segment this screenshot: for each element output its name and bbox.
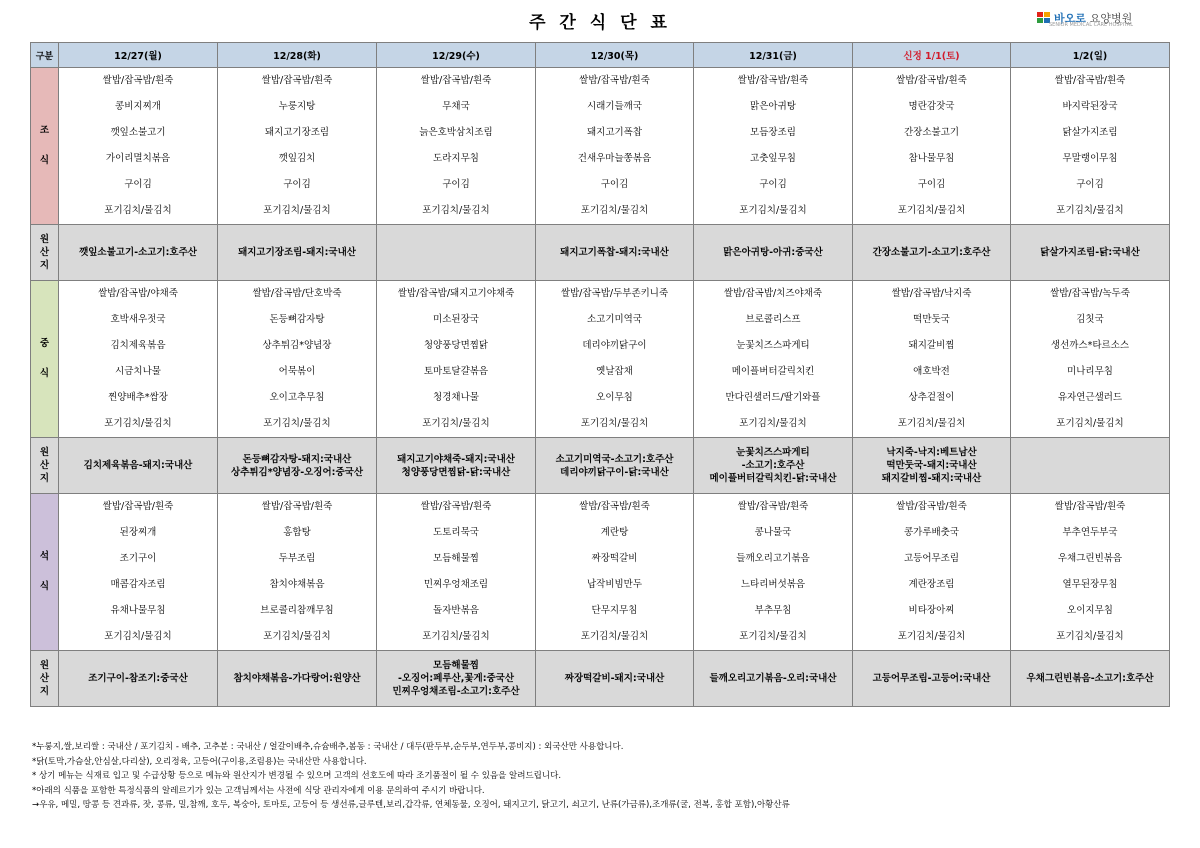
menu-item: 쌀밥/잡곡밥/흰죽: [420, 75, 492, 86]
menu-item: 쌀밥/잡곡밥/흰죽: [737, 75, 809, 86]
meal-row: [31, 68, 1170, 225]
menu-item: 쌀밥/잡곡밥/단호박죽: [252, 288, 342, 299]
menu-item: 쌀밥/잡곡밥/낙지죽: [891, 288, 972, 299]
origin-line: 깻잎소불고기-소고기:호주산: [79, 247, 197, 258]
menu-item: 간장소불고기: [903, 127, 960, 138]
menu-item: 호박새우젓국: [110, 314, 166, 325]
note-line: *누룽지,쌀,보리쌀 : 국내산 / 포기김치 - 배추, 고추분 : 국내산 / 얼갈이배추,슈슘배추,봄동 : 국내산 / 대두(판두부,순두부,연두부,콩비지) : 외국산만 사용합니다.: [32, 742, 624, 752]
menu-item: 부추무침: [754, 605, 792, 616]
menu-item: 조기구이: [119, 553, 157, 564]
menu-item: 쌀밥/잡곡밥/흰죽: [579, 75, 650, 86]
menu-item: 참치야채볶음: [269, 579, 325, 590]
menu-cell: [694, 494, 853, 651]
menu-item: 토마토달걀볶음: [423, 366, 489, 377]
menu-cell: [853, 494, 1011, 651]
origin-label-char: 산: [39, 460, 50, 471]
menu-item: 쌀밥/잡곡밥/두부존키니죽: [560, 288, 669, 299]
menu-item: 쌀밥/잡곡밥/흰죽: [579, 501, 650, 512]
origin-cell: [694, 438, 853, 494]
menu-item: 쌀밥/잡곡밥/돼지고기야채죽: [397, 288, 515, 299]
menu-item: 모듬장조림: [750, 127, 796, 138]
menu-item: 포기김치/물김치: [422, 205, 490, 216]
origin-label-char: 지: [39, 473, 50, 484]
menu-cell: [694, 281, 853, 438]
menu-item: 돈등뼈감자탕: [269, 314, 325, 325]
origin-line: 돼지고기폭찹-돼지:국내산: [560, 247, 669, 258]
origin-cell: [218, 225, 377, 281]
menu-item: 미소된장국: [433, 314, 479, 325]
logo-subtitle: SENIOR MEDICAL CARE HOSPITAL: [1049, 22, 1133, 28]
menu-item: 포기김치/물김치: [422, 418, 490, 429]
note-line: *닭(토막,가슴살,안심살,다리살), 오리정육, 고등어(구이용,조림용)는 국내산만 사용합니다.: [32, 756, 367, 767]
menu-item: 오이고추무침: [269, 392, 325, 403]
menu-item: 어묵볶이: [278, 366, 316, 377]
menu-item: 명란감잣국: [908, 101, 955, 112]
menu-item: 포기김치/물김치: [422, 631, 490, 642]
origin-line: 떡만둣국-돼지:국내산: [886, 460, 977, 471]
day-header: 12/30(목): [536, 43, 694, 68]
menu-item: 콩비지찌개: [115, 101, 161, 112]
menu-cell: [218, 281, 377, 438]
menu-item: 부추연두부국: [1062, 527, 1118, 538]
origin-cell: [536, 651, 694, 707]
menu-item: 유자연근샐러드: [1057, 392, 1123, 403]
menu-item: 늙은호박삼치조림: [419, 127, 493, 138]
origin-cell: [1011, 225, 1170, 281]
origin-line: 조기구이-참조기:중국산: [88, 673, 188, 684]
menu-item: 만다린샐러드/딸기와플: [725, 392, 821, 403]
origin-label-char: 지: [39, 686, 50, 697]
menu-item: 맑은아귀탕: [750, 101, 796, 112]
origin-line: 모듬해물찜: [433, 660, 479, 671]
menu-item: 두부조림: [278, 553, 316, 564]
menu-item: 구이김: [1076, 179, 1104, 190]
menu-cell: [1011, 68, 1170, 225]
menu-item: 쌀밥/잡곡밥/흰죽: [737, 501, 809, 512]
origin-cell: [694, 651, 853, 707]
menu-item: 청경채나물: [433, 392, 479, 403]
menu-item: 시래기들깨국: [586, 101, 643, 112]
menu-item: 브로콜리스프: [745, 314, 801, 325]
origin-cell: [59, 438, 218, 494]
menu-item: 쌀밥/잡곡밥/녹두죽: [1050, 288, 1130, 299]
meal-label-char: 식: [39, 155, 50, 166]
day-header: 12/29(수): [377, 43, 536, 68]
menu-item: 김칫국: [1076, 314, 1104, 325]
menu-item: 민찌우엉채조림: [423, 579, 489, 590]
menu-cell: [59, 68, 218, 225]
origin-label-char: 산: [39, 673, 50, 684]
menu-item: 포기김치/물김치: [1056, 205, 1124, 216]
day-header: 12/31(금): [694, 43, 853, 68]
origin-line: 돼지고기장조림-돼지:국내산: [238, 247, 356, 258]
menu-item: 포기김치/물김치: [104, 205, 172, 216]
menu-cell: [1011, 281, 1170, 438]
menu-item: 포기김치/물김치: [739, 418, 807, 429]
menu-item: 찐양배추*쌈장: [108, 392, 168, 403]
origin-cell: [536, 225, 694, 281]
menu-item: 구이김: [917, 179, 946, 190]
origin-cell: [377, 225, 536, 281]
menu-item: 쌀밥/잡곡밥/흰죽: [102, 501, 174, 512]
menu-item: 브로콜리참깨무침: [260, 605, 334, 616]
menu-item: 오이지무침: [1067, 605, 1113, 616]
origin-line: 눈꽃치즈스파게티: [736, 447, 810, 458]
menu-item: 포기김치/물김치: [1056, 418, 1124, 429]
menu-item: 구이김: [442, 179, 470, 190]
menu-item: 소고기미역국: [586, 314, 643, 325]
menu-item: 미나리무침: [1067, 366, 1113, 377]
weekly-menu-table: [30, 42, 1170, 707]
menu-item: 상추튀김*양념장: [262, 340, 332, 351]
menu-item: 포기김치/물김치: [739, 205, 807, 216]
menu-cell: [377, 281, 536, 438]
menu-item: 매콤감자조림: [110, 579, 166, 590]
menu-item: 홍합탕: [283, 527, 311, 538]
origin-cell: [377, 651, 536, 707]
menu-item: 오이무침: [596, 392, 633, 403]
menu-item: 쌀밥/잡곡밥/흰죽: [102, 75, 174, 86]
menu-item: 짜장떡갈비: [591, 553, 638, 564]
corner-cell: 구분: [31, 43, 59, 68]
menu-item: 포기김치/물김치: [897, 205, 966, 216]
meal-label: [31, 494, 59, 651]
menu-item: 포기김치/물김치: [104, 418, 172, 429]
menu-item: 상추겉절이: [908, 392, 955, 403]
menu-item: 무채국: [442, 101, 470, 112]
menu-item: 포기김치/물김치: [263, 205, 331, 216]
origin-line: 청양풍당면찜닭-닭:국내산: [401, 466, 511, 478]
origin-row: [31, 651, 1170, 707]
meal-label: [31, 68, 59, 225]
origin-line: 소고기미역국-소고기:호주산: [555, 453, 674, 465]
menu-item: 포기김치/물김치: [897, 631, 966, 642]
menu-item: 참나물무침: [908, 153, 955, 164]
menu-cell: [853, 281, 1011, 438]
day-header-holiday: 신정 1/1(토): [853, 43, 1011, 68]
origin-line: 우채그린빈볶음-소고기:호주산: [1026, 673, 1154, 684]
origin-label: [31, 438, 59, 494]
origin-label-char: 원: [39, 660, 50, 671]
menu-item: 메이플버터갈릭치킨: [731, 366, 815, 377]
meal-label-char: 식: [39, 581, 50, 592]
origin-line: 김치제육볶음-돼지:국내산: [83, 460, 193, 471]
origin-cell: [59, 651, 218, 707]
menu-item: 포기김치/물김치: [739, 631, 807, 642]
meal-label: [31, 281, 59, 438]
origin-line: 민찌우엉채조림-소고기:호주산: [392, 686, 520, 697]
menu-cell: [536, 281, 694, 438]
menu-item: 청양풍당면찜닭: [423, 340, 489, 351]
menu-cell: [536, 494, 694, 651]
origin-line: 간장소불고기-소고기:호주산: [872, 247, 991, 258]
meal-label-char: 조: [39, 125, 50, 136]
menu-item: 포기김치/물김치: [263, 631, 331, 642]
origin-cell: [853, 225, 1011, 281]
menu-item: 도라지무침: [433, 153, 479, 164]
menu-item: 모듬해물찜: [433, 553, 479, 564]
menu-item: 돼지고기폭찹: [586, 127, 643, 138]
menu-item: 된장찌개: [119, 527, 157, 538]
origin-line: 짜장떡갈비-돼지:국내산: [564, 673, 665, 684]
origin-cell: [694, 225, 853, 281]
origin-cell: [853, 651, 1011, 707]
meal-label-char: 식: [39, 368, 50, 379]
origin-label-char: 원: [39, 234, 50, 245]
meal-row: [31, 494, 1170, 651]
origin-row: [31, 225, 1170, 281]
menu-item: 포기김치/물김치: [580, 418, 649, 429]
menu-item: 돼지갈비찜: [908, 340, 955, 351]
origin-label-char: 원: [39, 447, 50, 458]
menu-item: 깻잎소불고기: [110, 127, 166, 138]
menu-cell: [59, 281, 218, 438]
menu-item: 구이김: [124, 179, 152, 190]
note-line: *아래의 식품을 포함한 특정식품의 알레르기가 있는 고객님께서는 사전에 식당 관리자에게 이용 문의하여 주시기 바랍니다.: [32, 785, 485, 796]
menu-item: 깻잎김치: [278, 153, 316, 164]
menu-item: 콩나물국: [754, 527, 792, 538]
origin-cell: [218, 651, 377, 707]
day-header: 1/2(일): [1011, 43, 1170, 68]
menu-item: 쌀밥/잡곡밥/흰죽: [261, 501, 333, 512]
menu-item: 쌀밥/잡곡밥/흰죽: [896, 501, 967, 512]
origin-cell: [377, 438, 536, 494]
logo-name: 바오로 요양병원: [1054, 12, 1133, 25]
menu-item: 우채그린빈볶음: [1057, 553, 1123, 564]
menu-item: 쌀밥/잡곡밥/흰죽: [896, 75, 967, 86]
origin-line: 들깨오리고기볶음-오리:국내산: [709, 673, 837, 684]
menu-item: 누룽지탕: [278, 101, 316, 112]
menu-item: 옛날잡채: [596, 366, 633, 377]
meal-label-char: 석: [39, 551, 50, 562]
origin-line: 돼지고기야채죽-돼지:국내산: [397, 453, 515, 465]
menu-cell: [377, 68, 536, 225]
menu-item: 도토리묵국: [433, 527, 479, 538]
menu-item: 고춧잎무침: [750, 153, 796, 164]
origin-label: [31, 225, 59, 281]
origin-line: 낙지죽-낙지:베트남산: [886, 447, 977, 458]
origin-line: -오징어:페루산,꽃게:중국산: [397, 673, 515, 684]
menu-item: 애호박전: [913, 366, 950, 377]
menu-cell: [218, 68, 377, 225]
menu-item: 쌀밥/잡곡밥/흰죽: [420, 501, 492, 512]
menu-item: 쌀밥/잡곡밥/치즈야채죽: [723, 288, 823, 299]
origin-line: 닭살가지조림-닭:국내산: [1040, 247, 1140, 258]
menu-item: 구이김: [283, 179, 311, 190]
meal-label-char: 중: [39, 338, 50, 349]
day-header: 12/28(화): [218, 43, 377, 68]
menu-item: 계란탕: [600, 527, 629, 538]
origin-line: 고등어무조림-고등어:국내산: [872, 673, 991, 684]
menu-cell: [218, 494, 377, 651]
menu-item: 가이리멸치볶음: [105, 153, 171, 164]
menu-cell: [59, 494, 218, 651]
origin-cell: [1011, 651, 1170, 707]
meal-row: [31, 281, 1170, 438]
menu-item: 콩가루배춧국: [903, 527, 960, 538]
menu-cell: [694, 68, 853, 225]
menu-item: 시금치나물: [115, 366, 161, 377]
menu-item: 떡만둣국: [913, 314, 950, 325]
origin-line: 상추튀김*양념장-오징어:중국산: [230, 466, 363, 478]
menu-item: 건새우마늘쫑볶음: [577, 153, 652, 164]
menu-item: 포기김치/물김치: [1056, 631, 1124, 642]
origin-label: [31, 651, 59, 707]
menu-item: 포기김치/물김치: [263, 418, 331, 429]
origin-line: -소고기:호주산: [741, 460, 805, 471]
origin-line: 돼지갈비찜-돼지:국내산: [881, 473, 982, 484]
menu-item: 구이김: [600, 179, 629, 190]
menu-cell: [853, 68, 1011, 225]
menu-item: 계란장조림: [908, 579, 955, 590]
menu-cell: [1011, 494, 1170, 651]
menu-item: 돌자반볶음: [433, 605, 479, 616]
menu-item: 닭살가지조림: [1062, 127, 1118, 138]
menu-item: 유채나물무침: [110, 605, 166, 616]
notes: [32, 740, 790, 813]
note-line: * 상기 메뉴는 식재료 입고 및 수급상황 등으로 메뉴와 원산지가 변경될 수 있으며 고객의 선호도에 따라 조기품절이 될 수 있음을 알려드립니다.: [32, 771, 562, 781]
menu-item: 쌀밥/잡곡밥/야채죽: [98, 288, 178, 299]
origin-line: 맑은아귀탕-아귀:중국산: [723, 247, 823, 258]
origin-row: [31, 438, 1170, 494]
menu-item: 데리야끼닭구이: [582, 340, 647, 351]
menu-item: 느타리버섯볶음: [740, 579, 806, 590]
origin-line: 돈등뼈감자탕-돼지:국내산: [242, 453, 352, 465]
origin-cell: [218, 438, 377, 494]
origin-line: 메이플버터갈릭치킨-닭:국내산: [709, 473, 837, 484]
note-line: →우유, 메밀, 땅콩 등 견과류, 잣, 콩류, 밀,참깨, 호두, 복숭아, 토마토, 고등어 등 생선류,글루텐,보리,갑각류, 연체동물, 오징어, 돼지고기, 닭고기, 쇠고기, 난류(가금류),조개류(굴, 전복, 홍합 포함),아황산류: [32, 800, 790, 810]
origin-label-char: 산: [39, 247, 50, 258]
menu-cell: [536, 68, 694, 225]
origin-cell: [59, 225, 218, 281]
menu-item: 쌀밥/잡곡밥/흰죽: [1054, 501, 1126, 512]
menu-item: 무말랭이무침: [1062, 153, 1118, 164]
menu-item: 포기김치/물김치: [897, 418, 966, 429]
menu-cell: [377, 494, 536, 651]
menu-item: 고등어무조림: [903, 553, 960, 564]
origin-line: 참치야채볶음-가다랑어:원양산: [233, 673, 361, 684]
menu-item: 포기김치/물김치: [104, 631, 172, 642]
origin-line: 데리야끼닭구이-닭:국내산: [560, 466, 669, 478]
menu-item: 포기김치/물김치: [580, 205, 649, 216]
menu-item: 쌀밥/잡곡밥/흰죽: [1054, 75, 1126, 86]
menu-item: 바지락된장국: [1062, 101, 1118, 112]
origin-cell: [853, 438, 1011, 494]
day-header: 12/27(월): [59, 43, 218, 68]
origin-cell: [1011, 438, 1170, 494]
menu-item: 김치제육볶음: [110, 340, 166, 351]
menu-item: 납작비빔만두: [586, 579, 643, 590]
menu-item: 쌀밥/잡곡밥/흰죽: [261, 75, 333, 86]
menu-item: 들깨오리고기볶음: [736, 553, 810, 564]
origin-cell: [536, 438, 694, 494]
menu-item: 비타장아찌: [908, 605, 955, 616]
menu-item: 눈꽃치즈스파게티: [736, 340, 810, 351]
menu-item: 포기김치/물김치: [580, 631, 649, 642]
menu-item: 돼지고기장조림: [264, 127, 330, 138]
page-title: 주 간 식 단 표: [529, 13, 671, 33]
menu-item: 구이김: [759, 179, 787, 190]
header-row: [31, 43, 1170, 68]
menu-item: 단무지무침: [591, 605, 638, 616]
menu-item: 생선까스*타르소스: [1050, 340, 1130, 351]
menu-item: 열무된장무침: [1062, 579, 1118, 590]
origin-label-char: 지: [39, 260, 50, 271]
